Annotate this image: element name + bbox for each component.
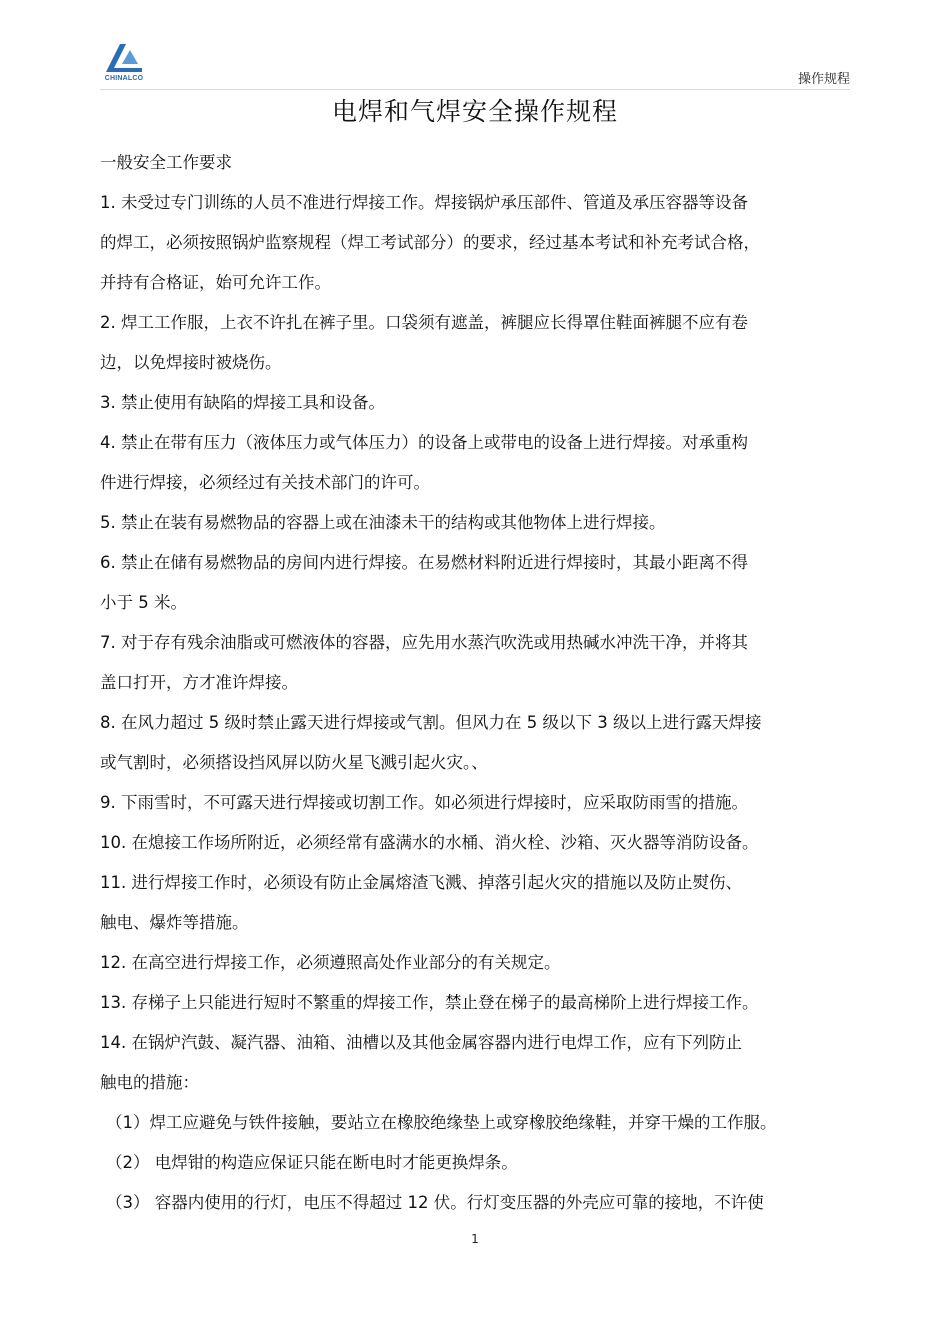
section-heading: 一般安全工作要求 <box>100 153 232 172</box>
text-line: 3. 禁止使用有缺陷的焊接工具和设备。 <box>100 393 385 412</box>
header-divider <box>100 89 850 90</box>
text-line: 12. 在高空进行焊接工作，必须遵照高处作业部分的有关规定。 <box>100 953 561 972</box>
text-line: 5. 禁止在装有易燃物品的容器上或在油漆未干的结构或其他物体上进行焊接。 <box>100 513 666 532</box>
text-line: 或气割时，必须搭设挡风屏以防火星飞溅引起火灾。、 <box>100 753 488 772</box>
text-line: 小于 5 米。 <box>100 593 187 612</box>
text-line: 11. 进行焊接工作时，必须设有防止金属熔渣飞溅、掉落引起火灾的措施以及防止熨伤、 <box>100 873 742 892</box>
text-line: 2. 焊工工作服，上衣不许扎在裤子里。口袋须有遮盖，裤腿应长得罩住鞋面裤腿不应有卷 <box>100 313 748 332</box>
sub-item-line: （1）焊工应避免与铁件接触，要站立在橡胶绝缘垫上或穿橡胶绝缘鞋，并穿干燥的工作服。 <box>106 1113 777 1132</box>
text-line: 触电、爆炸等措施。 <box>100 913 249 932</box>
text-line: 盖口打开，方才准许焊接。 <box>100 673 298 692</box>
header-label: 操作规程 <box>797 72 850 87</box>
document-title: 电焊和气焊安全操作规程 <box>331 97 618 126</box>
text-line: 14. 在锅炉汽鼓、凝汽器、油箱、油槽以及其他金属容器内进行电焊工作，应有下列防止 <box>100 1033 742 1052</box>
chinalco-logo-mark <box>100 38 148 76</box>
text-line: 并持有合格证，始可允许工作。 <box>100 273 331 292</box>
sub-item-line: （3） 容器内使用的行灯，电压不得超过 12 伏。行灯变压器的外壳应可靠的接地，不许使 <box>106 1193 764 1212</box>
text-line: 10. 在熄接工作场所附近，必须经常有盛满水的水桶、消火栓、沙箱、灭火器等消防设备。 <box>100 833 759 852</box>
text-line: 的焊工，必须按照锅炉监察规程（焊工考试部分）的要求，经过基本考试和补充考试合格， <box>100 233 760 252</box>
text-line: 件进行焊接，必须经过有关技术部门的许可。 <box>100 473 430 492</box>
text-line: 9. 下雨雪时，不可露天进行焊接或切割工作。如必须进行焊接时，应采取防雨雪的措施。 <box>100 793 748 812</box>
text-line: 6. 禁止在储有易燃物品的房间内进行焊接。在易燃材料附近进行焊接时，其最小距离不得 <box>100 553 748 572</box>
document-body <box>100 143 852 1223</box>
text-line: 8. 在风力超过 5 级时禁止露天进行焊接或气割。但风力在 5 级以下 3 级以上进行露天焊接 <box>100 713 762 732</box>
text-line: 13. 存梯子上只能进行短时不繁重的焊接工作，禁止登在梯子的最高梯阶上进行焊接工作。 <box>100 993 759 1012</box>
logo-wordmark: CHINALCO <box>104 75 144 82</box>
text-line: 触电的措施： <box>100 1073 199 1092</box>
text-line: 7. 对于存有残余油脂或可燃液体的容器，应先用水蒸汽吹洗或用热碱水冲洗干净，并将其 <box>100 633 748 652</box>
sub-item-line: （2） 电焊钳的构造应保证只能在断电时才能更换焊条。 <box>106 1153 518 1172</box>
text-line: 1. 未受过专门训练的人员不准进行焊接工作。焊接锅炉承压部件、管道及承压容器等设备 <box>100 193 748 212</box>
text-line: 边，以免焊接时被烧伤。 <box>100 353 282 372</box>
text-line: 4. 禁止在带有压力（液体压力或气体压力）的设备上或带电的设备上进行焊接。对承重构 <box>100 433 748 452</box>
page-number: 1 <box>471 1232 479 1246</box>
